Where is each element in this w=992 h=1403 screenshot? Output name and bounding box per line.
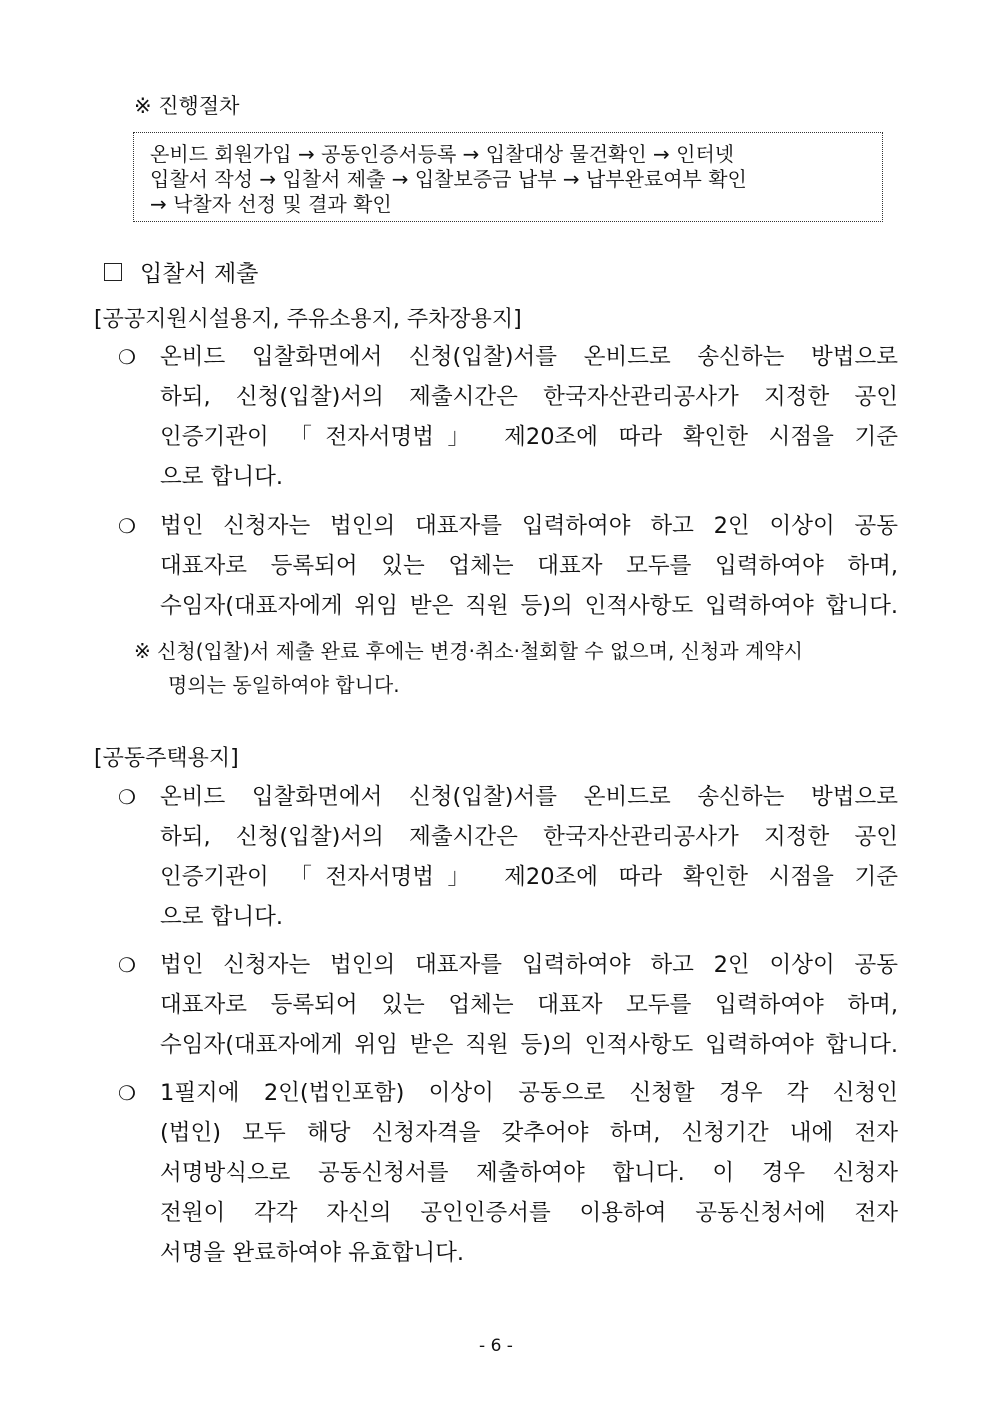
circle-bullet-icon: ❍: [118, 953, 136, 977]
page-number: - 6 -: [479, 1336, 513, 1356]
section-title-text: 입찰서 제출: [140, 261, 259, 287]
paragraph-line: 하되, 신청(입찰)서의 제출시간은 한국자산관리공사가 지정한 공인: [160, 384, 898, 410]
paragraph-line: 온비드 입찰화면에서 신청(입찰)서를 온비드로 송신하는 방법으로: [160, 784, 898, 810]
circle-bullet-icon: ❍: [118, 785, 136, 809]
group-heading-apartment-land: [공동주택용지]: [94, 746, 239, 771]
square-checkbox-icon: [104, 263, 122, 281]
note-line: ※ 신청(입찰)서 제출 완료 후에는 변경·취소·철회할 수 없으며, 신청과 계약시: [134, 639, 803, 663]
process-note-heading: ※ 진행절차: [134, 94, 240, 118]
paragraph-line: 대표자로 등록되어 있는 업체는 대표자 모두를 입력하여야 하며,: [160, 992, 898, 1018]
paragraph-line: 법인 신청자는 법인의 대표자를 입력하여야 하고 2인 이상이 공동: [160, 513, 898, 539]
circle-bullet-icon: ❍: [118, 345, 136, 369]
paragraph-line: 전원이 각각 자신의 공인인증서를 이용하여 공동신청서에 전자: [160, 1200, 898, 1226]
process-step-line: → 낙찰자 선정 및 결과 확인: [150, 192, 392, 216]
paragraph-line: 으로 합니다.: [160, 464, 283, 490]
paragraph-line: 인증기관이 「전자서명법」 제20조에 따라 확인한 시점을 기준: [160, 864, 898, 890]
circle-bullet-icon: ❍: [118, 514, 136, 538]
paragraph-line: 온비드 입찰화면에서 신청(입찰)서를 온비드로 송신하는 방법으로: [160, 344, 898, 370]
paragraph-line: 하되, 신청(입찰)서의 제출시간은 한국자산관리공사가 지정한 공인: [160, 824, 898, 850]
paragraph-line: 대표자로 등록되어 있는 업체는 대표자 모두를 입력하여야 하며,: [160, 553, 898, 579]
paragraph-line: 으로 합니다.: [160, 904, 283, 930]
paragraph-line: 서명을 완료하여야 유효합니다.: [160, 1240, 465, 1266]
paragraph-line: 수임자(대표자에게 위임 받은 직원 등)의 인적사항도 입력하여야 합니다.: [160, 593, 898, 619]
paragraph-line: 수임자(대표자에게 위임 받은 직원 등)의 인적사항도 입력하여야 합니다.: [160, 1032, 898, 1058]
paragraph-line: 1필지에 2인(법인포함) 이상이 공동으로 신청할 경우 각 신청인: [160, 1080, 898, 1106]
paragraph-line: 법인 신청자는 법인의 대표자를 입력하여야 하고 2인 이상이 공동: [160, 952, 898, 978]
process-steps-box: [133, 132, 883, 222]
section-title: [104, 255, 258, 288]
note-line: 명의는 동일하여야 합니다.: [168, 673, 400, 697]
paragraph-line: 인증기관이 「전자서명법」 제20조에 따라 확인한 시점을 기준: [160, 424, 898, 450]
paragraph-line: 서명방식으로 공동신청서를 제출하여야 합니다. 이 경우 신청자: [160, 1160, 898, 1186]
paragraph-line: (법인) 모두 해당 신청자격을 갖추어야 하며, 신청기간 내에 전자: [160, 1120, 898, 1146]
group-heading-public-facilities: [공공지원시설용지, 주유소용지, 주차장용지]: [94, 307, 522, 332]
circle-bullet-icon: ❍: [118, 1081, 136, 1105]
process-step-line: 온비드 회원가입 → 공동인증서등록 → 입찰대상 물건확인 → 인터넷: [150, 142, 735, 166]
process-step-line: 입찰서 작성 → 입찰서 제출 → 입찰보증금 납부 → 납부완료여부 확인: [150, 167, 747, 191]
